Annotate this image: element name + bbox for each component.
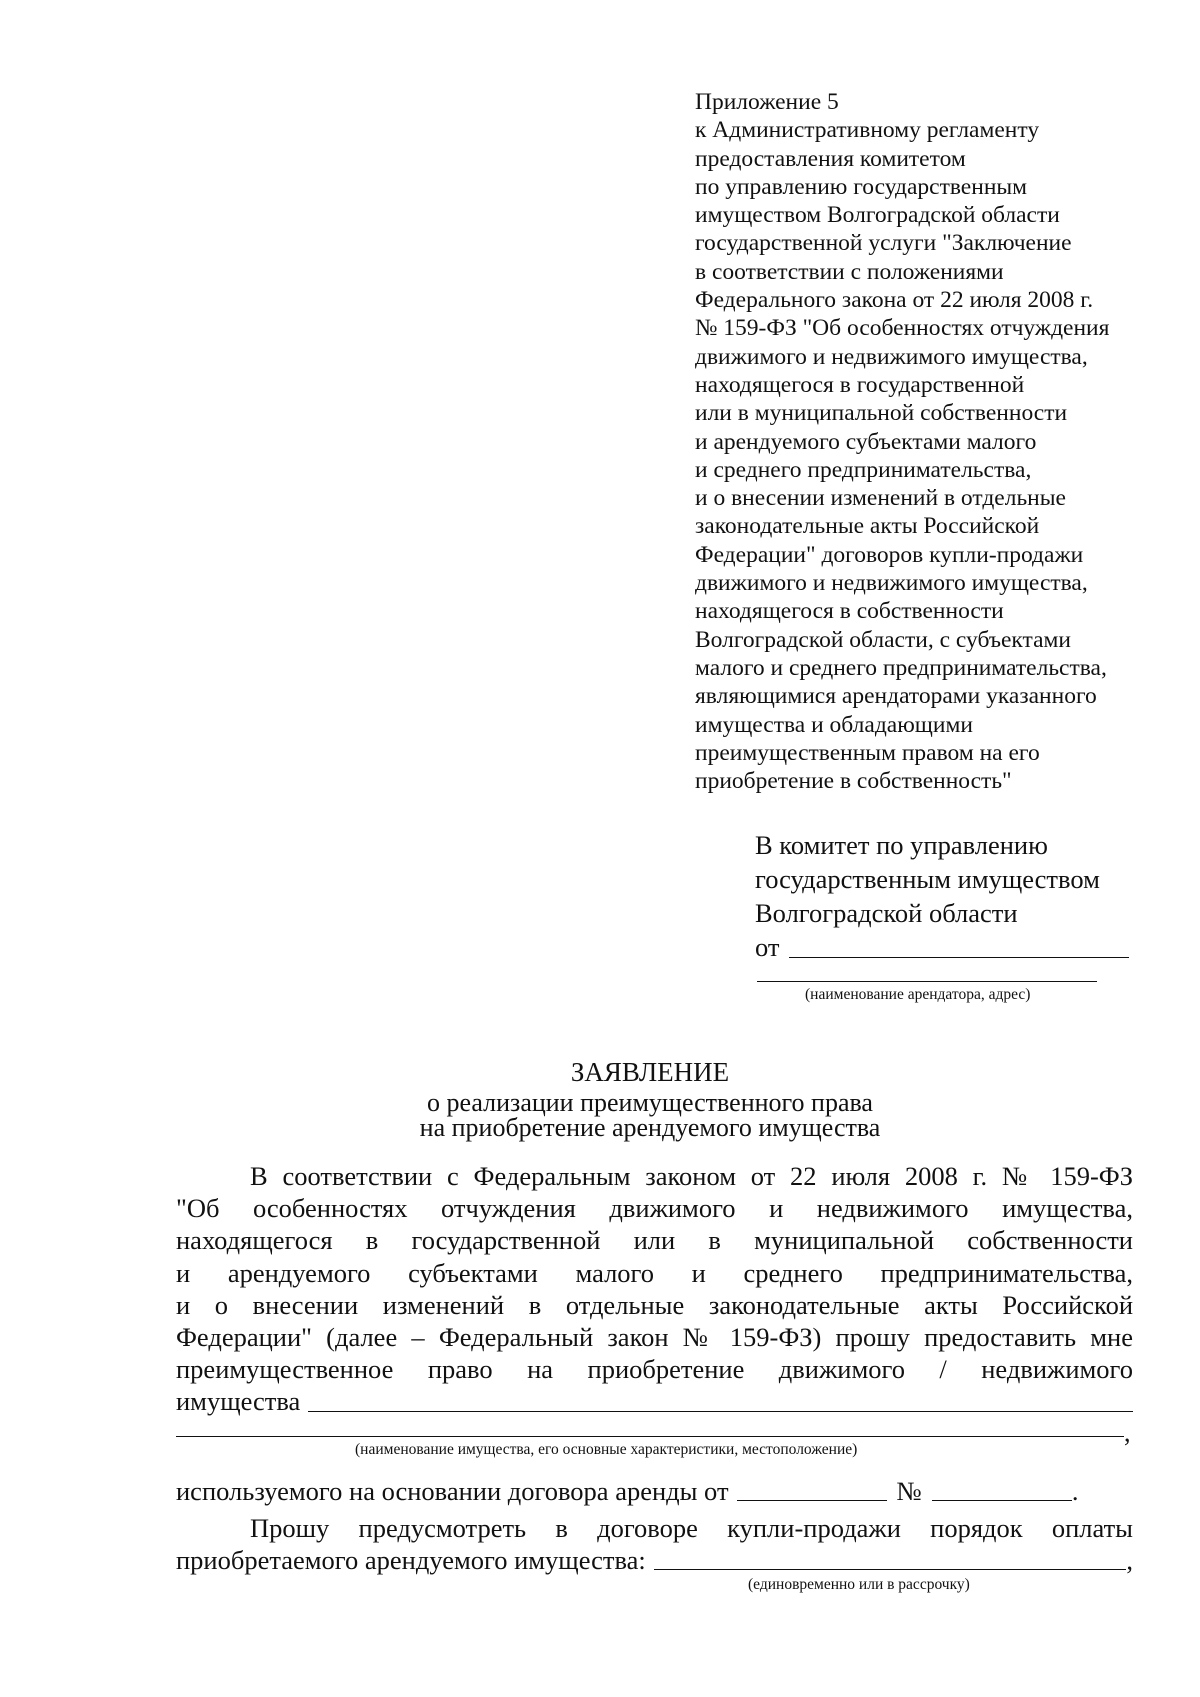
annex-line: преимущественным правом на его — [695, 739, 1040, 766]
applicant-address-field[interactable] — [757, 981, 1097, 982]
paragraph-line: "Об особенностях отчуждения движимого и недвижимого имущества, — [176, 1193, 1133, 1224]
annex-line: Федерального закона от 22 июля 2008 г. — [695, 287, 1094, 314]
addressee-line: Волгоградской области — [755, 898, 1018, 928]
paragraph-line: Прошу предусмотреть в договоре купли-продажи порядок оплаты — [250, 1513, 1133, 1543]
paragraph-line: Федерации" (далее – Федеральный закон № 159-ФЗ) прошу предоставить мне — [176, 1322, 1133, 1353]
annex-line: движимого и недвижимого имущества, — [695, 570, 1088, 597]
paragraph-line: В соответствии с Федеральным законом от 22 июля 2008 г. № 159-ФЗ — [250, 1161, 1133, 1191]
paragraph-payment — [176, 1512, 1133, 1576]
annex-line: движимого и недвижимого имущества, — [695, 343, 1088, 370]
annex-line: Федерации" договоров купли-продажи — [695, 541, 1084, 568]
annex-line: находящегося в государственной — [695, 371, 1025, 398]
paragraph-line: находящегося в государственной или в муниципальной собственности — [176, 1225, 1133, 1256]
annex-header — [695, 88, 1165, 795]
annex-line: законодательные акты Российской — [695, 513, 1040, 540]
payment-method-field[interactable] — [654, 1569, 1127, 1570]
document-subtitle: на приобретение арендуемого имущества — [419, 1113, 881, 1142]
paragraph-line: и арендуемого субъектами малого и среднего предпринимательства, — [176, 1257, 1133, 1288]
annex-line: находящегося в собственности — [695, 598, 1004, 625]
annex-line: имущества и обладающими — [695, 711, 973, 738]
applicant-caption: (наименование арендатора, адрес) — [805, 986, 1031, 1003]
addressee-line: государственным имуществом — [755, 864, 1100, 894]
property-caption: (наименование имущества, его основные характеристики, местоположение) — [355, 1441, 858, 1458]
annex-line: к Административному регламенту — [695, 117, 1040, 144]
lease-row — [176, 1475, 1078, 1507]
paragraph-main — [176, 1160, 1133, 1418]
property-field-continued[interactable] — [176, 1436, 1124, 1437]
paragraph-line: преимущественное право на приобретение движимого / недвижимого — [176, 1354, 1133, 1385]
applicant-name-field[interactable] — [789, 957, 1129, 958]
property-field[interactable] — [308, 1411, 1133, 1412]
comma: , — [1126, 1545, 1133, 1576]
payment-label: приобретаемого арендуемого имущества: — [176, 1545, 646, 1576]
number-label: № — [896, 1476, 922, 1506]
payment-row — [176, 1544, 1133, 1576]
lease-date-field[interactable] — [737, 1500, 887, 1501]
comma: , — [1124, 1418, 1131, 1447]
annex-line: в соответствии с положениями — [695, 258, 1004, 285]
annex-line: № 159-ФЗ "Об особенностях отчуждения — [695, 315, 1110, 342]
annex-line: государственной услуги "Заключение — [695, 230, 1072, 257]
document-subtitle: о реализации преимущественного права — [427, 1088, 873, 1117]
annex-line: Волгоградской области, с субъектами — [695, 626, 1071, 653]
document-title: ЗАЯВЛЕНИЕ — [570, 1057, 730, 1087]
annex-line: приобретение в собственность" — [695, 768, 1012, 795]
addressee-line: В комитет по управлению — [755, 830, 1048, 860]
property-row — [176, 1385, 1133, 1417]
annex-line: малого и среднего предпринимательства, — [695, 654, 1107, 681]
annex-line: и о внесении изменений в отдельные — [695, 485, 1066, 512]
paragraph-line: и о внесении изменений в отдельные законодательные акты Российской — [176, 1289, 1133, 1320]
annex-line: и среднего предпринимательства, — [695, 456, 1032, 483]
annex-line: являющимися арендаторами указанного — [695, 683, 1097, 710]
annex-line: предоставления комитетом — [695, 145, 966, 172]
lease-number-field[interactable] — [932, 1500, 1072, 1501]
payment-caption: (единовременно или в рассрочку) — [748, 1576, 970, 1593]
lease-label: используемого на основании договора аренды от — [176, 1476, 729, 1506]
annex-line: или в муниципальной собственности — [695, 400, 1068, 427]
annex-line: и арендуемого субъектами малого — [695, 428, 1037, 455]
from-row — [755, 930, 1155, 964]
period: . — [1071, 1476, 1079, 1506]
annex-line: имуществом Волгоградской области — [695, 202, 1060, 229]
from-label: от — [755, 932, 780, 962]
annex-line: по управлению государственным — [695, 173, 1028, 200]
annex-line: Приложение 5 — [695, 89, 839, 115]
property-label: имущества — [176, 1386, 301, 1417]
addressee-block — [755, 828, 1155, 964]
